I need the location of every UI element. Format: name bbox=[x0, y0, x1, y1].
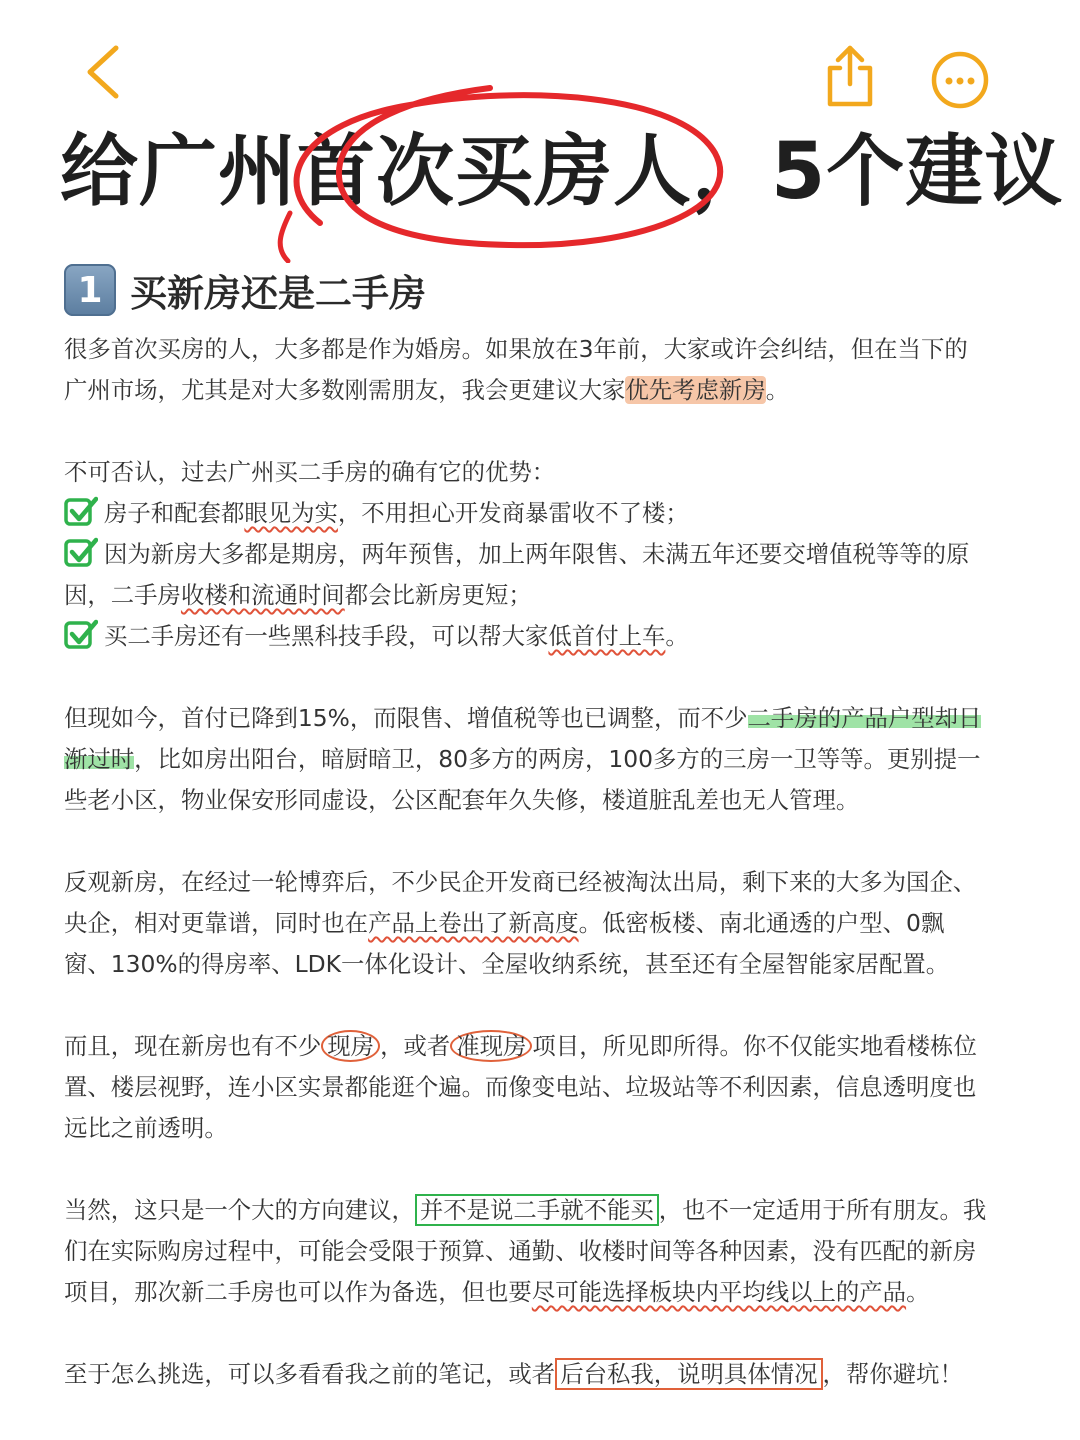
highlight-orange: 优先考虑新房 bbox=[625, 376, 766, 404]
circled-text: 准现房 bbox=[450, 1030, 532, 1062]
page-title: 给广州首次买房人，5个建议 bbox=[60, 127, 1064, 217]
article-body bbox=[64, 329, 1032, 1436]
wavy-underline: 尽可能选择板块内平均线以上的产品 bbox=[531, 1278, 907, 1306]
boxed-text-orange: 后台私我，说明具体情况 bbox=[555, 1358, 822, 1390]
paragraph-closing bbox=[64, 1354, 1032, 1395]
text-span: ，或者 bbox=[380, 1032, 451, 1060]
text-line: 远比之前透明。 bbox=[64, 1114, 228, 1142]
text-line: 们在实际购房过程中，可能会受限于预算、通勤、收楼时间等各种因素，没有匹配的新房 bbox=[64, 1237, 977, 1265]
text-span: 至于怎么挑选，可以多看看我之前的笔记，或者 bbox=[64, 1360, 556, 1388]
text-span: 但现如今，首付已降到15%，而限售、增值税等也已调整，而不少 bbox=[64, 704, 748, 732]
text-line: 不可否认，过去广州买二手房的确有它的优势： bbox=[64, 458, 556, 486]
number-badge: 1 bbox=[64, 264, 116, 316]
wavy-underline: 产品上卷出了新高度 bbox=[368, 909, 579, 937]
text-line bbox=[64, 370, 1032, 411]
section-title: 买新房还是二手房 bbox=[130, 272, 426, 315]
highlight-green: 渐过时 bbox=[64, 745, 135, 773]
section-header bbox=[64, 262, 426, 318]
text-line bbox=[64, 575, 1032, 616]
text-span: 广州市场，尤其是对大多数刚需朋友，我会更建议大家 bbox=[64, 376, 626, 404]
boxed-text-green: 并不是说二手就不能买 bbox=[415, 1194, 659, 1226]
text-line: 反观新房，在经过一轮博弈后，不少民企开发商已经被淘汰出局，剩下来的大多为国企、 bbox=[64, 868, 977, 896]
text-span: 因，二手房 bbox=[64, 581, 181, 609]
text-line: 很多首次买房的人，大多都是作为婚房。如果放在3年前，大家或许会纠结，但在当下的 bbox=[64, 335, 968, 363]
paragraph-new-homes bbox=[64, 862, 1032, 985]
paragraph-intro bbox=[64, 329, 1032, 411]
text-line bbox=[64, 903, 1032, 944]
list-item bbox=[64, 493, 1032, 534]
back-button[interactable] bbox=[78, 42, 130, 102]
list-item bbox=[64, 534, 1032, 575]
chevron-left-icon bbox=[90, 48, 116, 96]
text-span: 都会比新房更短； bbox=[344, 581, 532, 609]
text-span: 。 bbox=[665, 622, 689, 650]
highlight-green: 二手房的产品户型却日 bbox=[747, 704, 982, 732]
text-span: 因为新房大多都是期房，两年预售，加上两年限售、未满五年还要交增值税等等的原 bbox=[104, 540, 970, 568]
text-span: 。 bbox=[906, 1278, 930, 1306]
wavy-underline: 眼见为实 bbox=[244, 499, 338, 527]
text-line bbox=[64, 1272, 1032, 1313]
top-bar bbox=[0, 0, 1080, 120]
text-span: 。低密板楼、南北通透的户型、0飘 bbox=[578, 909, 945, 937]
text-span: 房子和配套都 bbox=[104, 499, 245, 527]
text-span: ，不用担心开发商暴雷收不了楼； bbox=[337, 499, 689, 527]
text-span: 。 bbox=[765, 376, 790, 404]
title-area bbox=[60, 118, 1064, 228]
share-button[interactable] bbox=[822, 44, 878, 108]
more-icon bbox=[934, 54, 986, 106]
text-line: 置、楼层视野，连小区实景都能逛个遍。而像变电站、垃圾站等不利因素，信息透明度也 bbox=[64, 1073, 977, 1101]
text-span: ，帮你避坑！ bbox=[822, 1360, 963, 1388]
text-line bbox=[64, 1190, 1032, 1231]
text-line: 些老小区，物业保安形同虚设，公区配套年久失修，楼道脏乱差也无人管理。 bbox=[64, 786, 860, 814]
text-span: 项目，所见即所得。你不仅能实地看楼栋位 bbox=[532, 1032, 977, 1060]
text-span: ，也不一定适用于所有朋友。我 bbox=[658, 1196, 987, 1224]
paragraph-advantages bbox=[64, 452, 1032, 657]
text-line bbox=[64, 698, 1032, 739]
text-span: 当然，这只是一个大的方向建议， bbox=[64, 1196, 415, 1224]
circled-text: 现房 bbox=[321, 1030, 380, 1062]
checkbox-checked-icon bbox=[64, 496, 98, 526]
wavy-underline: 低首付上车 bbox=[548, 622, 666, 650]
more-button[interactable] bbox=[930, 50, 990, 110]
text-span: 项目，那次新二手房也可以作为备选，但也要 bbox=[64, 1278, 532, 1306]
text-span: 而且，现在新房也有不少 bbox=[64, 1032, 322, 1060]
text-span: ，比如房出阳台，暗厨暗卫，80多方的两房，100多方的三房一卫等等。更别提一 bbox=[134, 745, 981, 773]
wavy-underline: 收楼和流通时间 bbox=[180, 581, 345, 609]
checkbox-checked-icon bbox=[64, 619, 98, 649]
text-line bbox=[64, 739, 1032, 780]
text-span: 买二手房还有一些黑科技手段，可以帮大家 bbox=[104, 622, 549, 650]
text-line bbox=[64, 1026, 1032, 1067]
text-span: 央企，相对更靠谱，同时也在 bbox=[64, 909, 369, 937]
paragraph-caveat bbox=[64, 1190, 1032, 1313]
text-line: 窗、130%的得房率、LDK一体化设计、全屋收纳系统，甚至还有全屋智能家居配置。 bbox=[64, 950, 950, 978]
text-line bbox=[64, 1354, 1032, 1395]
checkbox-checked-icon bbox=[64, 537, 98, 567]
list-item bbox=[64, 616, 1032, 657]
paragraph-ready-homes bbox=[64, 1026, 1032, 1149]
paragraph-current bbox=[64, 698, 1032, 821]
share-icon bbox=[830, 48, 870, 104]
